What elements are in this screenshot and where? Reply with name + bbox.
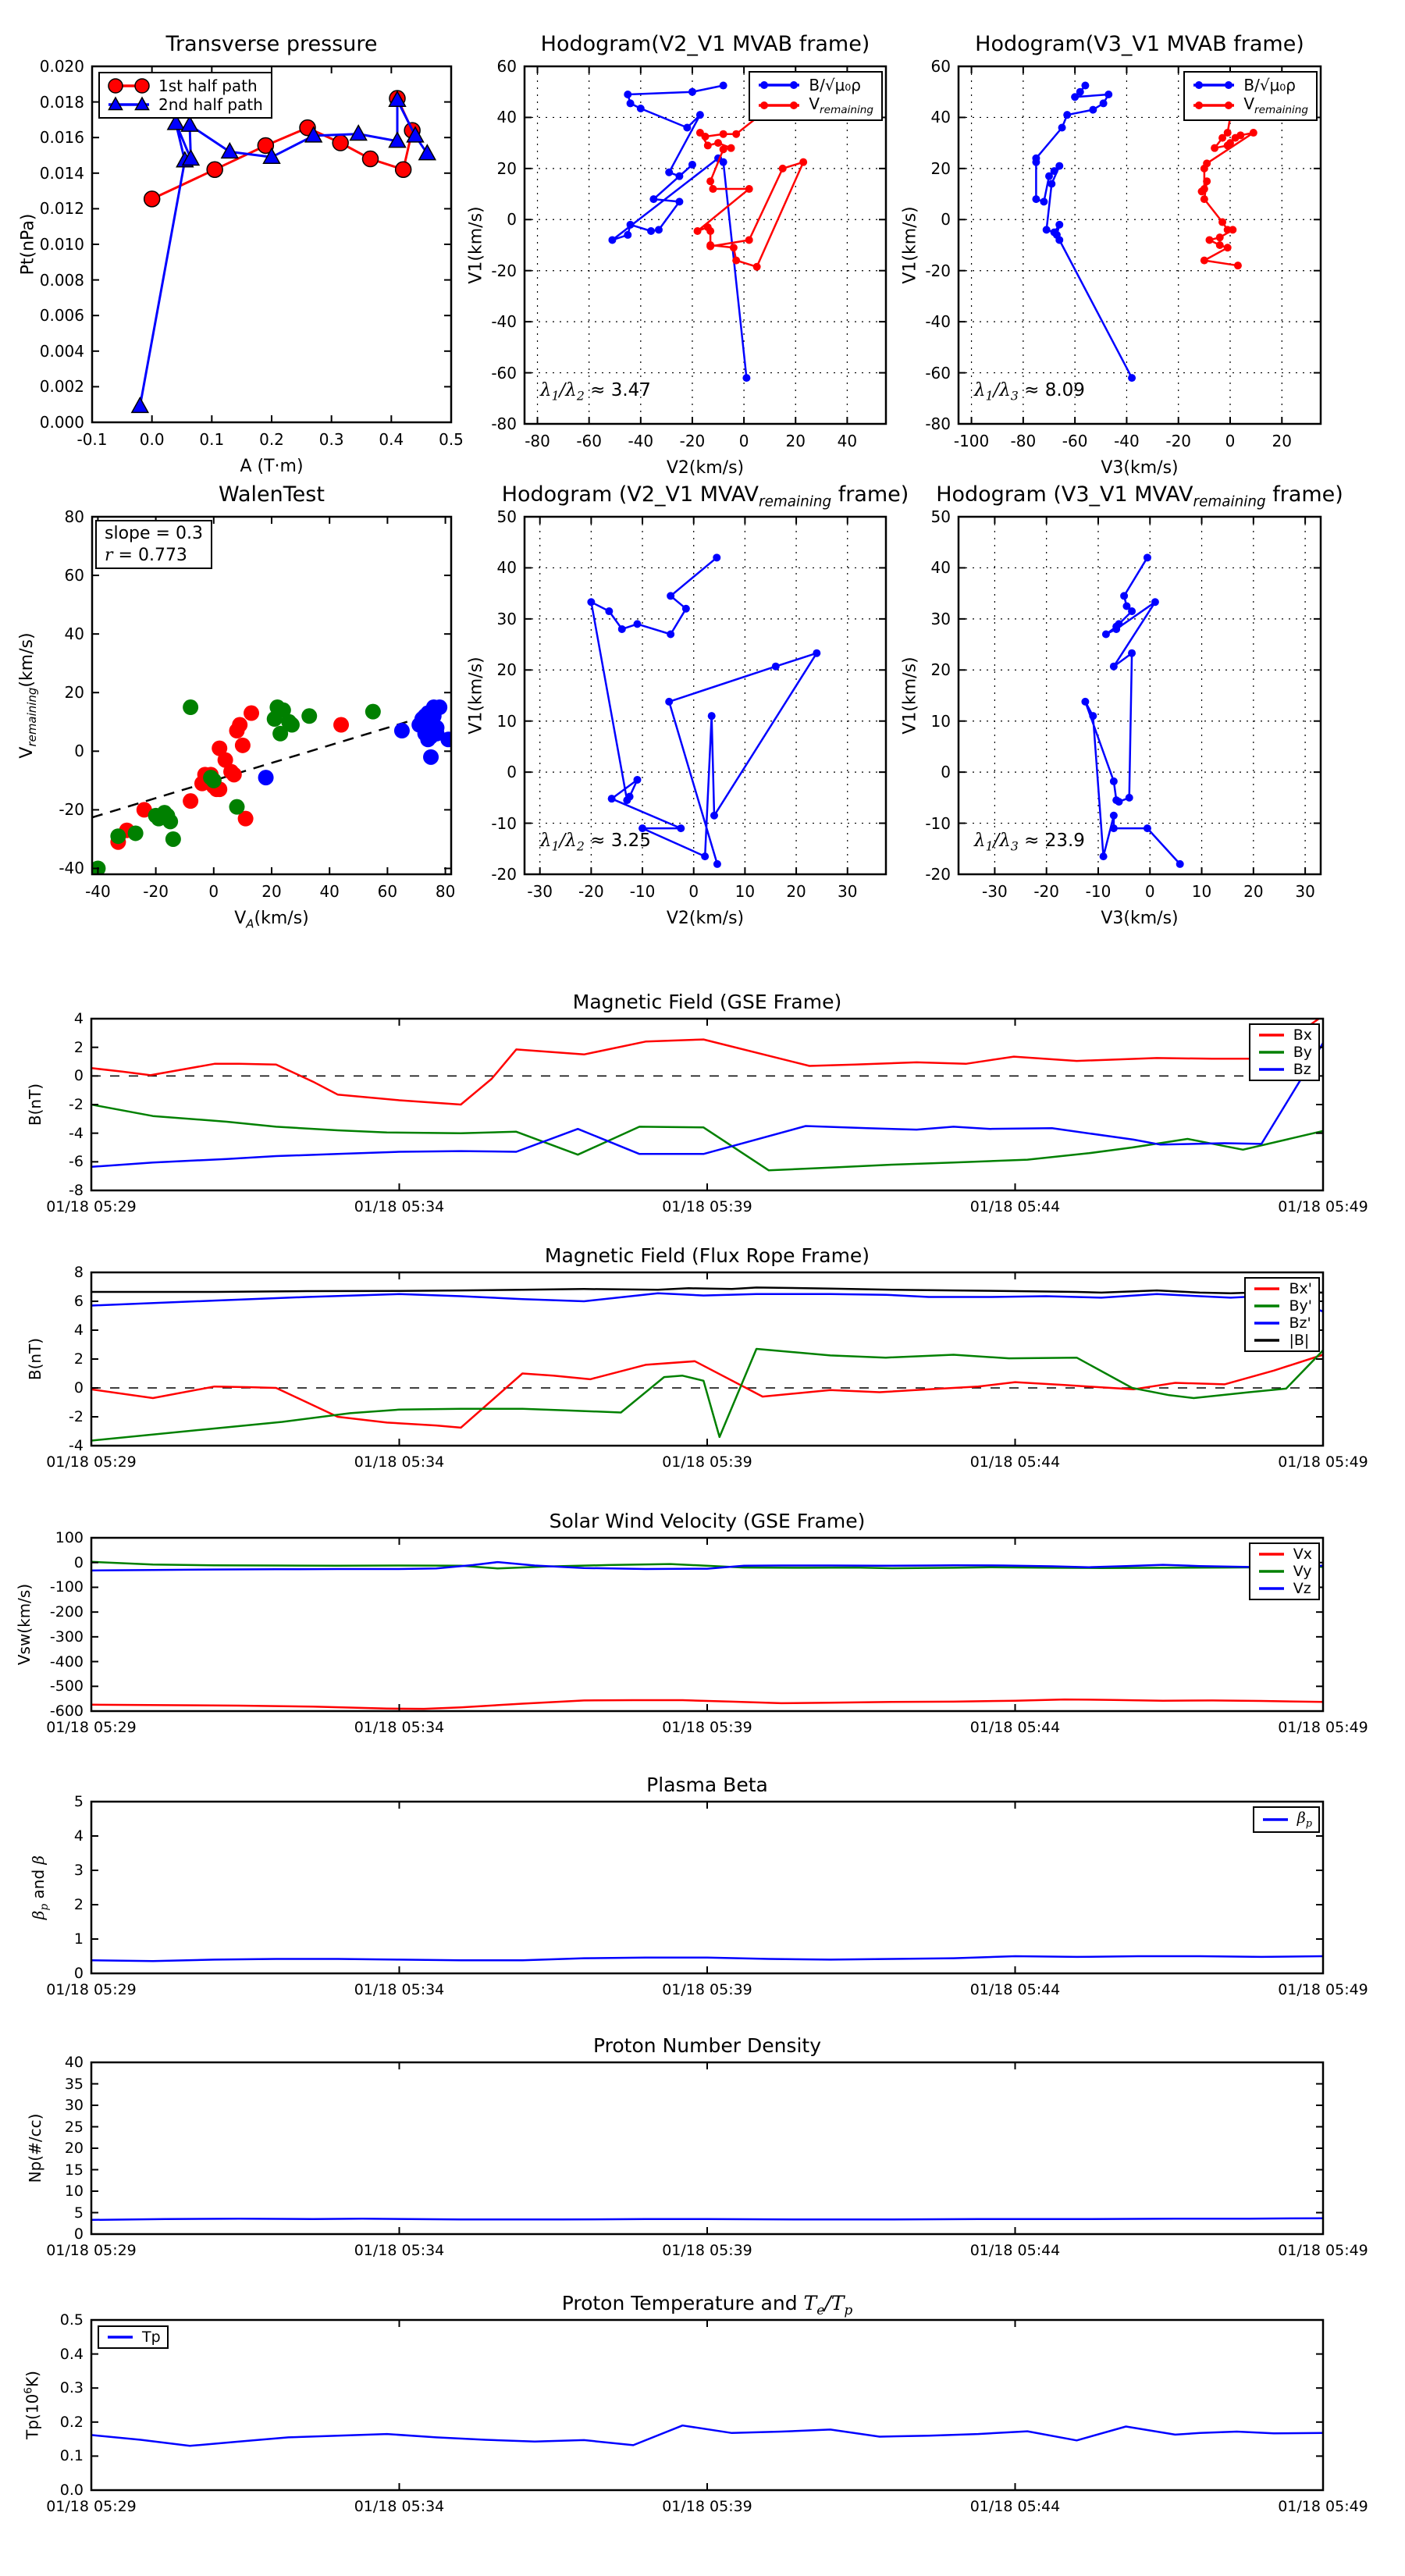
proton-density-xtick-2: 01/18 05:39 xyxy=(662,2242,752,2259)
b-gse-title: Magnetic Field (GSE Frame) xyxy=(572,991,842,1013)
b-gse-series-0 xyxy=(91,1016,1323,1105)
legend-blue-line-icon xyxy=(756,76,802,94)
vsw-gse-ytick-5: -100 xyxy=(49,1578,84,1596)
vsw-gse-legend-item-1 xyxy=(1257,1563,1312,1580)
b-gse-xtick-1: 01/18 05:34 xyxy=(354,1198,445,1215)
plasma-beta-ytick-1: 1 xyxy=(73,1930,84,1948)
proton-density-title: Proton Number Density xyxy=(593,2034,821,2057)
proton-temp-xtick-0: 01/18 05:29 xyxy=(46,2498,137,2515)
proton-temp-title: Proton Temperature and $T_e/T_p$ xyxy=(561,2292,853,2318)
hodogram-v2v1-mvav-ytick-4: 20 xyxy=(496,660,517,680)
hodogram-v3v1-mvav-ytick-5: 30 xyxy=(930,609,951,628)
hodogram-v3v1-mvav-ytick-4: 20 xyxy=(930,660,951,680)
b-fluxrope-title: Magnetic Field (Flux Rope Frame) xyxy=(544,1244,870,1267)
proton-density-ytick-3: 15 xyxy=(64,2161,84,2179)
proton-temp-ytick-5: 0.5 xyxy=(59,2311,84,2329)
transverse-pressure-legend-item-1 xyxy=(106,95,263,114)
legend-green-line-icon xyxy=(1257,1044,1286,1061)
hodogram-v2v1-mvab-annotation: $\lambda_1/\lambda_2 \approx 3.47$ xyxy=(540,380,651,404)
proton-density-ytick-7: 35 xyxy=(64,2075,84,2093)
hodogram-v3v1-mvav-xlabel: V3(km/s) xyxy=(1101,909,1179,928)
hodogram-v2v1-mvav-annotation: $\lambda_1/\lambda_2 \approx 3.25$ xyxy=(540,831,651,854)
b-gse-legend xyxy=(1249,1023,1320,1081)
proton-density-ylabel: Np(#/cc) xyxy=(26,2113,44,2183)
transverse-pressure-xtick-5: 0.4 xyxy=(379,430,404,449)
b-gse-legend-item-1 xyxy=(1257,1044,1312,1061)
proton-density-axes xyxy=(91,2062,1323,2234)
legend-red-line-icon xyxy=(1252,1280,1282,1297)
b-gse-ytick-2: -4 xyxy=(69,1124,84,1142)
legend-red-line-icon xyxy=(1191,97,1236,114)
plasma-beta-xtick-3: 01/18 05:44 xyxy=(969,1981,1061,1998)
b-gse-xtick-2: 01/18 05:39 xyxy=(662,1198,752,1215)
walen-test-ytick-2: 0 xyxy=(74,742,84,761)
hodogram-v2v1-mvab-ytick-3: -20 xyxy=(491,261,517,280)
vsw-gse-ytick-3: -300 xyxy=(49,1628,84,1646)
transverse-pressure-ylabel: Pt(nPa) xyxy=(18,213,38,276)
plasma-beta-ylabel: $\beta_p$ and β xyxy=(29,1855,51,1920)
hodogram-v3v1-mvab-legend-item-1 xyxy=(1191,94,1308,116)
legend-blue-line-icon xyxy=(1257,1061,1286,1078)
vsw-gse-legend-label-2: Vz xyxy=(1293,1580,1311,1597)
transverse-pressure-axes xyxy=(92,66,451,422)
hodogram-v3v1-mvab-ytick-5: 20 xyxy=(930,158,951,178)
transverse-pressure-legend-item-0 xyxy=(106,76,263,95)
b-fluxrope-ytick-5: 6 xyxy=(73,1293,84,1310)
b-gse-legend-item-0 xyxy=(1257,1026,1312,1044)
walen-test-xtick-6: 80 xyxy=(435,882,456,901)
hodogram-v2v1-mvav-axes xyxy=(525,517,886,874)
hodogram-v3v1-mvab-ytick-3: -20 xyxy=(925,261,951,280)
legend-green-line-icon xyxy=(1257,1563,1286,1580)
hodogram-v2v1-mvab-xtick-6: 40 xyxy=(837,432,858,450)
proton-density-ytick-4: 20 xyxy=(64,2140,84,2157)
vsw-gse-legend-item-0 xyxy=(1257,1546,1312,1563)
walen-test-title: WalenTest xyxy=(219,482,325,507)
proton-temp-axes xyxy=(91,2320,1323,2490)
transverse-pressure-ytick-10: 0.020 xyxy=(39,57,84,76)
hodogram-v3v1-mvav-xtick-3: 0 xyxy=(1144,882,1155,901)
vsw-gse-ytick-1: -500 xyxy=(49,1678,84,1695)
b-fluxrope-legend-label-2: Bz' xyxy=(1289,1315,1311,1332)
walen-test-xtick-0: -40 xyxy=(85,882,111,901)
plasma-beta-ytick-5: 5 xyxy=(73,1793,84,1810)
proton-temp-legend xyxy=(98,2325,169,2349)
hodogram-v3v1-mvab-ylabel: V1(km/s) xyxy=(900,206,920,284)
transverse-pressure-xtick-6: 0.5 xyxy=(439,430,464,449)
hodogram-v2v1-mvav-xtick-6: 30 xyxy=(838,882,858,901)
b-fluxrope-xtick-3: 01/18 05:44 xyxy=(969,1453,1061,1471)
hodogram-v3v1-mvab-annotation: $\lambda_1/\lambda_3 \approx 8.09$ xyxy=(974,380,1085,404)
proton-density-xtick-3: 01/18 05:44 xyxy=(969,2242,1061,2259)
hodogram-v2v1-mvab-legend-label-0: B/√μ₀ρ xyxy=(809,76,861,94)
proton-temp-ylabel: $Tp(10^6K)$ xyxy=(22,2371,42,2439)
b-gse-axes xyxy=(91,1016,1323,1190)
b-gse-legend-item-2 xyxy=(1257,1061,1312,1078)
hodogram-v2v1-mvab-ytick-7: 60 xyxy=(496,57,517,76)
transverse-pressure-title: Transverse pressure xyxy=(165,32,378,56)
b-gse-legend-label-0: Bx xyxy=(1293,1026,1312,1044)
b-gse-xtick-3: 01/18 05:44 xyxy=(969,1198,1061,1215)
hodogram-v3v1-mvab-series-1 xyxy=(1198,113,1257,269)
b-fluxrope-xtick-0: 01/18 05:29 xyxy=(46,1453,137,1471)
plasma-beta-ytick-4: 4 xyxy=(73,1827,84,1845)
transverse-pressure-ytick-0: 0.000 xyxy=(39,413,84,432)
walen-test-ytick-0: -40 xyxy=(59,859,84,878)
b-fluxrope-ylabel: B(nT) xyxy=(26,1337,44,1381)
hodogram-v2v1-mvav-xtick-0: -30 xyxy=(527,882,553,901)
proton-temp-xtick-1: 01/18 05:34 xyxy=(354,2498,445,2515)
hodogram-v2v1-mvab-xlabel: V2(km/s) xyxy=(666,458,745,478)
hodogram-v2v1-mvab-xtick-3: -20 xyxy=(679,432,706,450)
plasma-beta-ytick-3: 3 xyxy=(73,1862,84,1879)
proton-density-ytick-1: 5 xyxy=(73,2204,84,2222)
hodogram-v2v1-mvab-ytick-2: -40 xyxy=(491,312,517,332)
proton-temp-legend-item-0 xyxy=(105,2329,161,2346)
walen-test-xtick-2: 0 xyxy=(208,882,219,901)
transverse-pressure-xtick-2: 0.1 xyxy=(199,430,225,449)
vsw-gse-xtick-0: 01/18 05:29 xyxy=(46,1719,137,1736)
hodogram-v3v1-mvav-axes xyxy=(959,517,1321,874)
hodogram-v2v1-mvab-legend-item-0 xyxy=(756,76,873,94)
hodogram-v2v1-mvab-ytick-5: 20 xyxy=(496,158,517,178)
proton-temp-series-0 xyxy=(91,2425,1323,2446)
transverse-pressure-xtick-1: 0.0 xyxy=(139,430,165,449)
b-gse-series-1 xyxy=(91,1105,1323,1170)
hodogram-v3v1-mvav-xtick-2: -10 xyxy=(1085,882,1112,901)
hodogram-v3v1-mvab-legend-label-1: $V_{remaining}$ xyxy=(1243,94,1308,116)
legend-red-line-icon xyxy=(756,97,802,114)
proton-density-series-0 xyxy=(91,2218,1323,2220)
hodogram-v2v1-mvab-xtick-0: -80 xyxy=(525,432,550,450)
walen-test-xtick-1: -20 xyxy=(143,882,169,901)
hodogram-v3v1-mvav-xtick-5: 20 xyxy=(1243,882,1264,901)
plasma-beta-ytick-2: 2 xyxy=(73,1896,84,1913)
plasma-beta-xtick-1: 01/18 05:34 xyxy=(354,1981,445,1998)
b-gse-ytick-0: -8 xyxy=(69,1182,84,1199)
hodogram-v2v1-mvav-ylabel: V1(km/s) xyxy=(466,656,486,735)
hodogram-v3v1-mvab-ytick-6: 40 xyxy=(930,108,951,127)
transverse-pressure-ytick-4: 0.008 xyxy=(39,270,84,290)
transverse-pressure-xtick-4: 0.3 xyxy=(318,430,344,449)
proton-density-ytick-2: 10 xyxy=(64,2183,84,2200)
hodogram-v3v1-mvab-ytick-0: -80 xyxy=(925,415,951,433)
legend-blue-line-icon xyxy=(105,2329,135,2346)
b-fluxrope-legend xyxy=(1244,1277,1320,1352)
transverse-pressure-series-1 xyxy=(132,91,436,412)
transverse-pressure-legend-label-1: 2nd half path xyxy=(158,95,263,114)
walen-test-xtick-4: 40 xyxy=(319,882,340,901)
hodogram-v2v1-mvab-xtick-1: -60 xyxy=(576,432,603,450)
hodogram-v2v1-mvab-ytick-4: 0 xyxy=(507,210,517,229)
transverse-pressure-ytick-7: 0.014 xyxy=(39,163,84,183)
hodogram-v3v1-mvab-xtick-5: 0 xyxy=(1225,432,1236,450)
b-fluxrope-ytick-2: 0 xyxy=(73,1379,84,1397)
b-fluxrope-legend-item-2 xyxy=(1252,1315,1312,1332)
transverse-pressure-xtick-3: 0.2 xyxy=(259,430,284,449)
b-fluxrope-ytick-1: -2 xyxy=(69,1408,84,1425)
proton-density-ytick-8: 40 xyxy=(64,2054,84,2071)
hodogram-v2v1-mvav-xtick-3: 0 xyxy=(688,882,699,901)
hodogram-v3v1-mvav-series-0 xyxy=(1081,553,1183,868)
proton-density-xtick-1: 01/18 05:34 xyxy=(354,2242,445,2259)
vsw-gse-ytick-2: -400 xyxy=(49,1653,84,1670)
hodogram-v2v1-mvab-xtick-5: 20 xyxy=(785,432,806,450)
b-gse-series-2 xyxy=(91,1043,1323,1167)
b-fluxrope-ytick-4: 4 xyxy=(73,1322,84,1339)
vsw-gse-ytick-4: -200 xyxy=(49,1603,84,1621)
legend-green-line-icon xyxy=(1252,1297,1282,1315)
plasma-beta-axes xyxy=(91,1802,1323,1973)
hodogram-v2v1-mvav-ytick-0: -20 xyxy=(491,865,517,884)
legend-red-line-icon xyxy=(1257,1546,1286,1563)
proton-temp-ytick-4: 0.4 xyxy=(59,2345,84,2363)
hodogram-v3v1-mvav-ytick-7: 50 xyxy=(930,507,951,526)
b-fluxrope-axes xyxy=(91,1272,1323,1446)
walen-test-series-1 xyxy=(110,706,349,850)
proton-temp-ytick-1: 0.1 xyxy=(59,2447,84,2465)
b-fluxrope-legend-label-0: Bx' xyxy=(1289,1280,1312,1297)
walen-test-axes xyxy=(90,517,456,876)
plasma-beta-xtick-4: 01/18 05:49 xyxy=(1278,1981,1368,1998)
b-fluxrope-ytick-6: 8 xyxy=(73,1264,84,1281)
proton-temp-xtick-4: 01/18 05:49 xyxy=(1278,2498,1368,2515)
hodogram-v2v1-mvab-legend-label-1: $V_{remaining}$ xyxy=(809,94,873,116)
b-fluxrope-xtick-4: 01/18 05:49 xyxy=(1278,1453,1368,1471)
b-gse-legend-label-2: Bz xyxy=(1293,1061,1311,1078)
walen-test-ytick-1: -20 xyxy=(59,800,84,820)
hodogram-v2v1-mvab-xtick-2: -40 xyxy=(628,432,654,450)
hodogram-v2v1-mvav-ytick-2: 0 xyxy=(507,763,517,782)
b-gse-ytick-6: 4 xyxy=(73,1010,84,1027)
hodogram-v2v1-mvab-legend xyxy=(749,71,883,121)
b-fluxrope-series-1 xyxy=(91,1349,1323,1441)
hodogram-v3v1-mvab-xtick-4: -20 xyxy=(1165,432,1192,450)
hodogram-v2v1-mvav-ytick-5: 30 xyxy=(496,609,517,628)
legend-blue-line-icon xyxy=(1252,1315,1282,1332)
proton-temp-xtick-2: 01/18 05:39 xyxy=(662,2498,752,2515)
hodogram-v3v1-mvab-ytick-4: 0 xyxy=(941,210,951,229)
b-fluxrope-xtick-2: 01/18 05:39 xyxy=(662,1453,752,1471)
proton-temp-ytick-0: 0.0 xyxy=(59,2482,84,2499)
hodogram-v3v1-mvab-title: Hodogram(V3_V1 MVAB frame) xyxy=(975,32,1304,56)
hodogram-v3v1-mvab-xtick-6: 20 xyxy=(1272,432,1293,450)
b-gse-xtick-4: 01/18 05:49 xyxy=(1278,1198,1368,1215)
b-gse-legend-label-1: By xyxy=(1293,1044,1312,1061)
b-fluxrope-xtick-1: 01/18 05:34 xyxy=(354,1453,445,1471)
transverse-pressure-legend-label-0: 1st half path xyxy=(158,76,258,95)
transverse-pressure-ytick-2: 0.004 xyxy=(39,341,84,361)
transverse-pressure-legend xyxy=(98,72,272,119)
plasma-beta-legend-label-0: $\beta_p$ xyxy=(1297,1809,1312,1830)
hodogram-v3v1-mvab-xtick-0: -100 xyxy=(953,432,990,450)
hodogram-v3v1-mvav-xtick-0: -30 xyxy=(982,882,1008,901)
walen-test-ytick-4: 40 xyxy=(64,624,84,644)
b-gse-ylabel: B(nT) xyxy=(26,1083,44,1126)
vsw-gse-xtick-1: 01/18 05:34 xyxy=(354,1719,445,1736)
legend-red-line-icon xyxy=(106,77,151,94)
hodogram-v2v1-mvab-title: Hodogram(V2_V1 MVAB frame) xyxy=(540,32,870,56)
b-gse-ytick-3: -2 xyxy=(69,1096,84,1113)
hodogram-v3v1-mvav-ytick-6: 40 xyxy=(930,558,951,578)
vsw-gse-ytick-0: -600 xyxy=(49,1703,84,1720)
hodogram-v3v1-mvab-legend xyxy=(1183,71,1318,121)
legend-black-line-icon xyxy=(1252,1332,1282,1349)
hodogram-v3v1-mvav-xtick-1: -20 xyxy=(1033,882,1060,901)
hodogram-v2v1-mvav-ytick-7: 50 xyxy=(496,507,517,526)
hodogram-v3v1-mvav-xtick-6: 30 xyxy=(1295,882,1315,901)
hodogram-v3v1-mvab-ytick-7: 60 xyxy=(930,57,951,76)
b-fluxrope-ytick-0: -4 xyxy=(69,1437,84,1454)
b-fluxrope-legend-item-0 xyxy=(1252,1280,1312,1297)
hodogram-v2v1-mvav-xlabel: V2(km/s) xyxy=(666,909,745,928)
hodogram-v2v1-mvav-ytick-6: 40 xyxy=(496,558,517,578)
b-fluxrope-legend-item-1 xyxy=(1252,1297,1312,1315)
hodogram-v2v1-mvav-xtick-1: -20 xyxy=(578,882,604,901)
vsw-gse-ylabel: Vsw(km/s) xyxy=(15,1583,34,1666)
legend-red-line-icon xyxy=(1257,1026,1286,1044)
hodogram-v3v1-mvab-ytick-1: -60 xyxy=(925,363,951,382)
proton-temp-ytick-2: 0.2 xyxy=(59,2413,84,2431)
b-gse-xtick-0: 01/18 05:29 xyxy=(46,1198,137,1215)
hodogram-v3v1-mvab-xlabel: V3(km/s) xyxy=(1101,458,1179,478)
hodogram-v3v1-mvav-ylabel: V1(km/s) xyxy=(900,656,920,735)
hodogram-v3v1-mvab-ytick-2: -40 xyxy=(925,312,951,332)
proton-density-xtick-0: 01/18 05:29 xyxy=(46,2242,137,2259)
plasma-beta-xtick-2: 01/18 05:39 xyxy=(662,1981,752,1998)
hodogram-v3v1-mvav-ytick-0: -20 xyxy=(925,865,951,884)
hodogram-v3v1-mvab-xtick-3: -40 xyxy=(1114,432,1140,450)
vsw-gse-legend-label-0: Vx xyxy=(1293,1546,1312,1563)
hodogram-v2v1-mvab-legend-item-1 xyxy=(756,94,873,116)
hodogram-v2v1-mvav-ytick-3: 10 xyxy=(496,711,517,731)
hodogram-v3v1-mvav-ytick-2: 0 xyxy=(941,763,951,782)
vsw-gse-xtick-3: 01/18 05:44 xyxy=(969,1719,1061,1736)
legend-blue-line-icon xyxy=(1261,1811,1290,1828)
transverse-pressure-ytick-9: 0.018 xyxy=(39,92,84,112)
walen-test-statbox: slope = 0.3 r = 0.773 xyxy=(95,520,212,569)
legend-blue-line-icon xyxy=(1257,1580,1286,1597)
walen-test-ytick-5: 60 xyxy=(64,566,84,585)
vsw-gse-xtick-4: 01/18 05:49 xyxy=(1278,1719,1368,1736)
legend-blue-line-icon xyxy=(1191,76,1236,94)
hodogram-v3v1-mvab-legend-item-0 xyxy=(1191,76,1308,94)
hodogram-v2v1-mvav-ytick-1: -10 xyxy=(491,813,517,833)
hodogram-v3v1-mvab-legend-label-0: B/√μ₀ρ xyxy=(1243,76,1296,94)
hodogram-v2v1-mvab-ytick-6: 40 xyxy=(496,108,517,127)
walen-test-xlabel: $V_A(km/s)$ xyxy=(234,909,309,931)
b-gse-ytick-5: 2 xyxy=(73,1038,84,1056)
b-fluxrope-legend-label-3: |B| xyxy=(1289,1332,1310,1349)
hodogram-v2v1-mvav-series-0 xyxy=(587,553,820,868)
vsw-gse-legend-label-1: Vy xyxy=(1293,1563,1312,1580)
transverse-pressure-ytick-1: 0.002 xyxy=(39,377,84,397)
hodogram-v2v1-mvab-ylabel: V1(km/s) xyxy=(466,206,486,284)
vsw-gse-title: Solar Wind Velocity (GSE Frame) xyxy=(549,1510,866,1532)
plasma-beta-series-0 xyxy=(91,1956,1323,1961)
hodogram-v3v1-mvab-xtick-1: -80 xyxy=(1010,432,1037,450)
hodogram-v3v1-mvav-annotation: $\lambda_1/\lambda_3 \approx 23.9$ xyxy=(974,831,1085,854)
hodogram-v3v1-mvav-title: Hodogram (V3_V1 $MVAV_{remaining}$ frame) xyxy=(936,482,1343,511)
hodogram-v2v1-mvab-series-0 xyxy=(608,82,750,382)
hodogram-v2v1-mvav-xtick-5: 20 xyxy=(786,882,806,901)
proton-density-ytick-0: 0 xyxy=(73,2226,84,2243)
vsw-gse-legend-item-2 xyxy=(1257,1580,1312,1597)
plasma-beta-xtick-0: 01/18 05:29 xyxy=(46,1981,137,1998)
transverse-pressure-ytick-6: 0.012 xyxy=(39,199,84,219)
walen-test-ylabel: $V_{remaining}(km/s)$ xyxy=(16,632,40,759)
b-gse-ytick-1: -6 xyxy=(69,1153,84,1171)
hodogram-v2v1-mvav-title: Hodogram (V2_V1 $MVAV_{remaining}$ frame) xyxy=(501,482,909,511)
b-fluxrope-ytick-3: 2 xyxy=(73,1350,84,1368)
vsw-gse-xtick-2: 01/18 05:39 xyxy=(662,1719,752,1736)
hodogram-v3v1-mvab-xtick-2: -60 xyxy=(1062,432,1088,450)
vsw-gse-legend xyxy=(1249,1542,1320,1600)
b-fluxrope-legend-item-3 xyxy=(1252,1332,1312,1349)
proton-density-xtick-4: 01/18 05:49 xyxy=(1278,2242,1368,2259)
walen-test-ytick-3: 20 xyxy=(64,683,84,703)
transverse-pressure-ytick-8: 0.016 xyxy=(39,128,84,148)
plasma-beta-legend-item-0 xyxy=(1261,1809,1312,1830)
b-fluxrope-series-2 xyxy=(91,1293,1323,1311)
hodogram-v2v1-mvav-xtick-2: -10 xyxy=(629,882,656,901)
hodogram-v2v1-mvav-xtick-4: 10 xyxy=(735,882,756,901)
proton-temp-xtick-3: 01/18 05:44 xyxy=(969,2498,1061,2515)
b-fluxrope-series-3 xyxy=(91,1287,1323,1293)
proton-temp-ytick-3: 0.3 xyxy=(59,2379,84,2397)
proton-density-ytick-5: 25 xyxy=(64,2118,84,2136)
transverse-pressure-ytick-3: 0.006 xyxy=(39,306,84,326)
hodogram-v3v1-mvav-xtick-4: 10 xyxy=(1191,882,1212,901)
proton-density-ytick-6: 30 xyxy=(64,2097,84,2114)
legend-blue-line-icon xyxy=(106,96,151,113)
plasma-beta-legend xyxy=(1253,1806,1320,1833)
hodogram-v3v1-mvab-series-0 xyxy=(1032,82,1136,382)
hodogram-v2v1-mvab-ytick-0: -80 xyxy=(491,415,517,433)
plasma-beta-title: Plasma Beta xyxy=(646,1774,768,1796)
proton-temp-legend-label-0: Tp xyxy=(142,2329,161,2346)
transverse-pressure-xtick-0: -0.1 xyxy=(76,430,108,449)
vsw-gse-axes xyxy=(91,1538,1323,1711)
b-fluxrope-legend-label-1: By' xyxy=(1289,1297,1312,1315)
hodogram-v2v1-mvab-ytick-1: -60 xyxy=(491,363,517,382)
transverse-pressure-ytick-5: 0.010 xyxy=(39,235,84,254)
vsw-gse-ytick-6: 0 xyxy=(73,1553,84,1571)
b-gse-ytick-4: 0 xyxy=(73,1067,84,1085)
hodogram-v2v1-mvab-series-1 xyxy=(694,110,808,271)
walen-test-ytick-6: 80 xyxy=(64,507,84,526)
plasma-beta-ytick-0: 0 xyxy=(73,1965,84,1982)
walen-test-xtick-5: 60 xyxy=(377,882,398,901)
hodogram-v3v1-mvav-ytick-1: -10 xyxy=(925,813,951,833)
vsw-gse-ytick-7: 100 xyxy=(55,1529,84,1546)
walen-test-xtick-3: 20 xyxy=(261,882,282,901)
hodogram-v2v1-mvab-xtick-4: 0 xyxy=(738,432,749,450)
transverse-pressure-xlabel: A (T·m) xyxy=(240,457,304,476)
hodogram-v3v1-mvav-ytick-3: 10 xyxy=(930,711,951,731)
